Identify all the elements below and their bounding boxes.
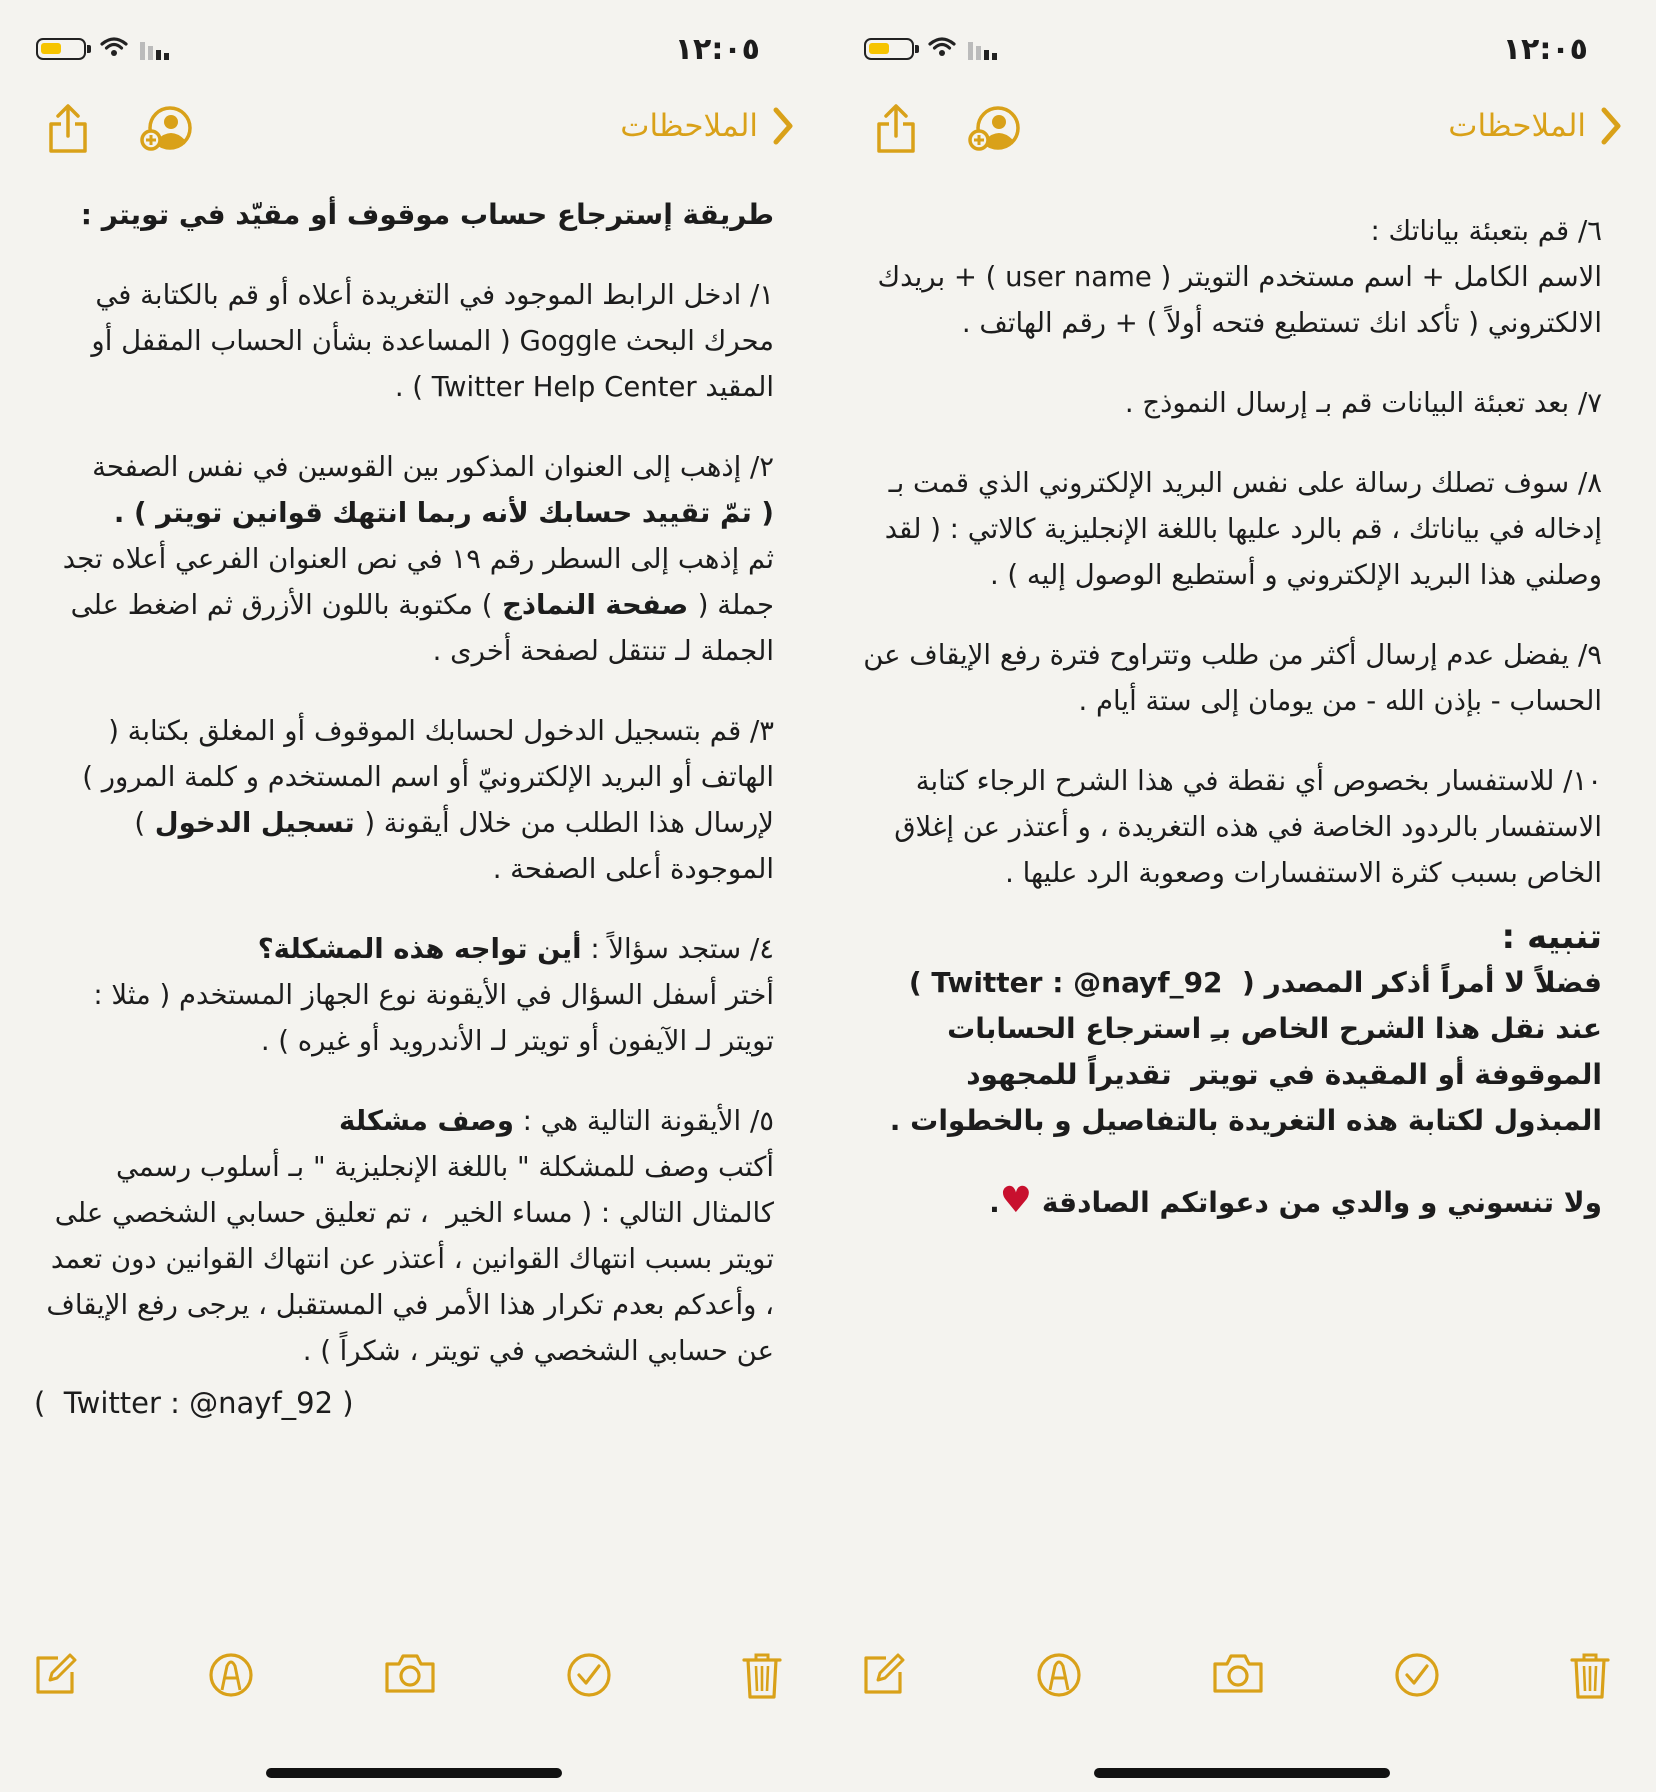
- step-2: [34, 444, 774, 674]
- battery-icon: [864, 38, 914, 60]
- step-5: [34, 1098, 774, 1374]
- home-indicator: [266, 1768, 562, 1778]
- step-5-a: ٥/ الأيقونة التالية هي :: [513, 1105, 774, 1137]
- step-2-line1: ٢/ إذهب إلى العنوان المذكور بين القوسين في نفس الصفحة: [92, 451, 774, 483]
- wifi-icon: [928, 36, 956, 58]
- warning-title: تنبيه :: [1501, 917, 1602, 957]
- markup-icon[interactable]: [208, 1652, 254, 1698]
- twitter-handle: ( Twitter : @nayf_92 ): [34, 1386, 354, 1420]
- step-2-line3b: ) مكتوبة باللون الأزرق ثم اضغط على الجملة لـ تنتقل لصفحة أخرى .: [61, 589, 774, 667]
- step-6: ٦/ قم بتعبئة بياناتك : الاسم الكامل + اسم مستخدم التويتر ( user name ) + بريدك الالكتروني ( تأكد انك تستطيع فتحه أولاً ) + رقم الهاتف .: [877, 215, 1602, 339]
- closing-end: .: [989, 1186, 1000, 1219]
- add-person-icon[interactable]: [968, 106, 1024, 154]
- step-2-bold: ( تمّ تقييد حسابك لأنه ربما انتهك قوانين تويتر ) .: [113, 497, 774, 529]
- note-title: طريقة إسترجاع حساب موقوف أو مقيّد في تويتر :: [80, 198, 774, 231]
- trash-icon[interactable]: [1570, 1652, 1610, 1700]
- share-icon[interactable]: [876, 104, 916, 154]
- back-button[interactable]: [1448, 106, 1622, 146]
- chevron-right-icon: [1600, 106, 1622, 146]
- step-4-a: ٤/ ستجد سؤالاً :: [581, 933, 774, 965]
- status-bar: [828, 28, 1656, 68]
- note-body-left[interactable]: [34, 192, 774, 1426]
- back-label: الملاحظات: [1448, 108, 1586, 144]
- step-5-b: أكتب وصف للمشكلة " باللغة الإنجليزية " بـ أسلوب رسمي كالمثال التالي : ( مساء الخير ، تم تعليق حسابي الشخصي على تويتر بسبب انتهاك القوانين ، أعتذر عن انتهاك القوانين دون تعمد ، وأعدكم بعدم تكرار هذا الأمر في المستقبل ، يرجى رفع الإيقاف عن حسابي الشخصي في تويتر ، شكراً ) .: [33, 1151, 774, 1367]
- step-4-bold: أين تواجه هذه المشكلة؟: [257, 933, 582, 965]
- home-indicator: [1094, 1768, 1390, 1778]
- share-icon[interactable]: [48, 104, 88, 154]
- step-1: ١/ ادخل الرابط الموجود في التغريدة أعلاه أو قم بالكتابة في محرك البحث Goggle ( المساعدة بشأن الحساب المقفل أو المقيد Twitter Help Center ) .: [82, 279, 774, 403]
- camera-icon[interactable]: [384, 1652, 436, 1694]
- trash-icon[interactable]: [742, 1652, 782, 1700]
- bottom-toolbar: [828, 1652, 1656, 1712]
- step-3-bold: تسجيل الدخول: [145, 807, 365, 839]
- step-4-b: أختر أسفل السؤال في الأيقونة نوع الجهاز المستخدم ( مثلا : تويتر لـ الآيفون أو تويتر لـ الأندرويد أو غيره ) .: [84, 979, 774, 1057]
- right-screenshot: [828, 0, 1656, 1792]
- step-2-line3-bold: صفحة النماذج: [492, 589, 698, 621]
- status-time: ١٢:٠٥: [1502, 32, 1588, 67]
- step-5-bold: وصف مشكلة: [339, 1105, 514, 1137]
- signal-icon: [140, 40, 176, 62]
- checklist-icon[interactable]: [1394, 1652, 1440, 1698]
- add-person-icon[interactable]: [140, 106, 196, 154]
- back-button[interactable]: [620, 106, 794, 146]
- step-3: [34, 708, 774, 892]
- step-3-a: ٣/ قم بتسجيل الدخول لحسابك الموقوف أو المغلق بكتابة ( الهاتف أو البريد الإلكترونيّ أو اسم المستخدم و كلمة المرور ) لإرسال هذا الطلب من خلال أيقونة (: [64, 715, 774, 839]
- note-body-right[interactable]: [854, 208, 1602, 1226]
- closing-line: [862, 1178, 1602, 1226]
- wifi-icon: [100, 36, 128, 58]
- back-label: الملاحظات: [620, 108, 758, 144]
- status-time: ١٢:٠٥: [674, 32, 760, 67]
- step-8: ٨/ سوف تصلك رسالة على نفس البريد الإلكتروني الذي قمت بـ إدخاله في بياناتك ، قم بالرد عليها باللغة الإنجليزية كالاتي : ( لقد وصلني هذا البريد الإلكتروني و أستطيع الوصول إليه ) .: [876, 467, 1602, 591]
- heart-icon: ♥: [999, 1180, 1033, 1221]
- step-3-b: ) الموجودة أعلى الصفحة .: [125, 807, 774, 885]
- step-9: ٩/ يفضل عدم إرسال أكثر من طلب وتتراوح فترة رفع الإيقاف عن الحساب - بإذن الله - من يومان إلى ستة أيام .: [854, 639, 1602, 717]
- step-10: ١٠/ للاستفسار بخصوص أي نقطة في هذا الشرح الرجاء كتابة الاستفسار بالردود الخاصة في هذه التغريدة ، و أعتذر عن إغلاق الخاص بسبب كثرة الاستفسارات وصعوبة الرد عليها .: [885, 765, 1602, 889]
- checklist-icon[interactable]: [566, 1652, 612, 1698]
- signal-icon: [968, 40, 1004, 62]
- bottom-toolbar: [0, 1652, 828, 1712]
- chevron-right-icon: [772, 106, 794, 146]
- step-2-line3a: ثم إذهب إلى السطر رقم ١٩ في نص العنوان الفرعي أعلاه تجد جملة (: [54, 543, 774, 621]
- nav-bar: [0, 96, 828, 168]
- warning-text: فضلاً لا أمراً أذكر المصدر ( Twitter : @nayf_92 ) عند نقل هذا الشرح الخاص بـِ استرجاع الحسابات الموقوفة أو المقيدة في تويتر تقديراً للمجهود المبذول لكتابة هذه التغريدة بالتفاصيل و بالخطوات .: [889, 966, 1602, 1137]
- step-7: ٧/ بعد تعبئة البيانات قم بـ إرسال النموذج .: [1124, 387, 1602, 419]
- closing-text: ولا تنسوني و والدي من دعواتكم الصادقة: [1041, 1186, 1602, 1219]
- battery-icon: [36, 38, 86, 60]
- step-4: [34, 926, 774, 1064]
- compose-icon[interactable]: [862, 1652, 906, 1696]
- markup-icon[interactable]: [1036, 1652, 1082, 1698]
- nav-bar: [828, 96, 1656, 168]
- camera-icon[interactable]: [1212, 1652, 1264, 1694]
- status-bar: [0, 28, 828, 68]
- compose-icon[interactable]: [34, 1652, 78, 1696]
